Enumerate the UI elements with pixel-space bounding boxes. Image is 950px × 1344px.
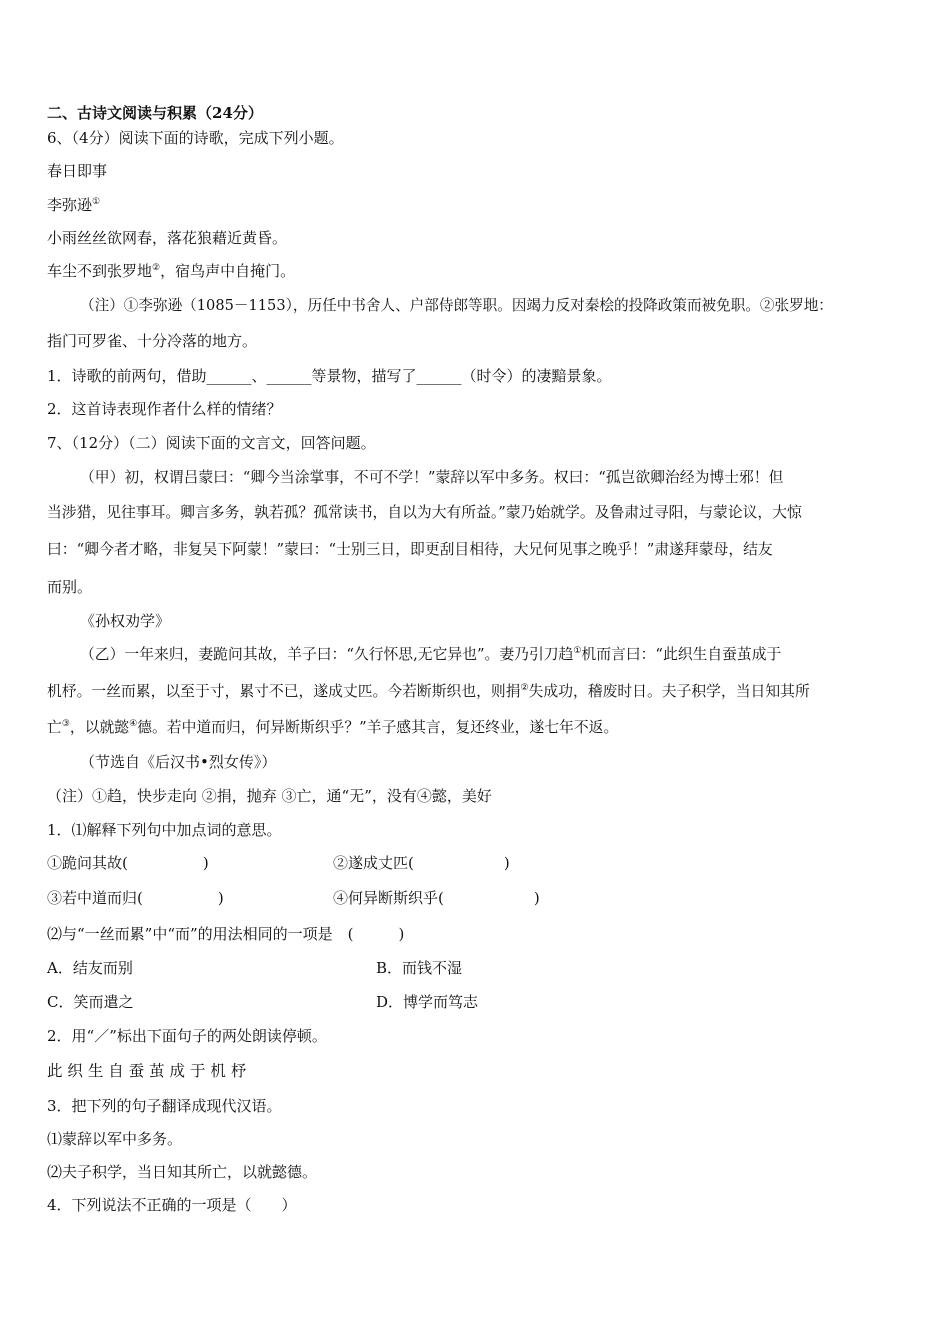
question-7-stem: 7、（12分）（二）阅读下面的文言文，回答问题。	[47, 434, 376, 452]
footnote-mark: ③	[61, 719, 70, 730]
section-heading: 二、古诗文阅读与积累（24分）	[47, 104, 263, 122]
blank-item-3: ③若中道而归( )	[47, 889, 224, 907]
poem-author: 李弥逊①	[47, 196, 101, 214]
option-c: C．笑而遣之	[47, 993, 134, 1011]
passage-yi-line-3: 亡③，以就懿④德。若中道而归，何异断斯织乎？”羊子感其言，复还终业，遂七年不返。	[47, 719, 619, 736]
option-d: D．博学而笃志	[376, 993, 479, 1011]
option-b: B．而钱不湿	[376, 959, 463, 977]
footnote-mark: ①	[92, 197, 101, 207]
footnote-mark: ①	[573, 646, 582, 657]
poem-line-2: 车尘不到张罗地②，宿鸟声中自掩门。	[47, 262, 296, 280]
passage-jia-line-3: 曰：“卿今者才略，非复吴下阿蒙！”蒙曰：“士别三日，即更刮目相待，大兄何见事之晚乎！”肃遂拜蒙母，结友	[47, 541, 773, 558]
blank-item-4: ④何异断斯织乎( )	[333, 889, 540, 907]
question-6-stem: 6、（4分）阅读下面的诗歌，完成下列小题。	[47, 129, 344, 147]
blank-item-1: ①跪问其故( )	[47, 854, 209, 872]
question-7-sub-1-title: 1．⑴解释下列句中加点词的意思。	[47, 821, 282, 839]
poem-title: 春日即事	[47, 162, 108, 180]
passage-jia-line-1: （甲）初，权谓吕蒙曰：“卿今当涂掌事，不可不学！”蒙辞以军中多务。权曰：“孤岂欲卿治经为博士邪！但	[80, 469, 784, 486]
passage-jia-source: 《孙权劝学》	[80, 612, 171, 630]
passage-jia-line-2: 当涉猎，见往事耳。卿言多务，孰若孤？孤常读书，自以为大有所益。”蒙乃始就学。及鲁肃过寻阳，与蒙论议，大惊	[47, 504, 802, 521]
footnote-mark: ②	[520, 683, 529, 694]
translate-sentence-1: ⑴蒙辞以军中多务。	[47, 1130, 183, 1148]
question-6-sub-1: 1．诗歌的前两句，借助______、______等景物，描写了______（时令）的凄黯景象。	[47, 367, 612, 385]
poem-note-line-2: 指门可罗雀、十分冷落的地方。	[47, 332, 258, 350]
footnote-mark: ④	[129, 719, 138, 730]
question-7-sub-1-part-2: ⑵与“一丝而累”中“而”的用法相同的一项是 ( )	[47, 925, 405, 943]
poem-note-line-1: （注）①李弥逊（1085－1153），历任中书舍人、户部侍郎等职。因竭力反对秦桧的投降政策而被免职。②张罗地：	[80, 297, 833, 314]
passage-yi-source: （节选自《后汉书•烈女传》）	[80, 753, 277, 771]
passage-yi-line-1: （乙）一年来归，妻跪问其故，羊子曰：“久行怀思,无它异也”。妻乃引刀趋①机而言曰：“此织生自蚕茧成于	[80, 646, 782, 663]
question-6-sub-2: 2．这首诗表现作者什么样的情绪？	[47, 400, 282, 418]
option-a: A．结友而别	[47, 959, 133, 977]
footnote-mark: ②	[152, 263, 161, 273]
translate-sentence-2: ⑵夫子积学，当日知其所亡，以就懿德。	[47, 1163, 318, 1181]
poem-line-1: 小雨丝丝欲网春，落花狼藉近黄昏。	[47, 229, 288, 247]
passage-jia-line-4: 而别。	[47, 578, 93, 596]
question-7-sub-2-title: 2．用“／”标出下面句子的两处朗读停顿。	[47, 1027, 327, 1045]
blank-item-2: ②遂成丈匹( )	[333, 854, 510, 872]
pause-marking-sentence: 此 织 生 自 蚕 茧 成 于 机 杼	[47, 1062, 247, 1080]
question-7-sub-4-title: 4．下列说法不正确的一项是（ ）	[47, 1196, 297, 1214]
passage-yi-line-2: 机杼。一丝而累，以至于寸，累寸不已，遂成丈匹。今若断斯织也，则捐②失成功，稽废时日。夫子积学，当日知其所	[47, 683, 810, 700]
passage-notes: （注）①趋，快步走向 ②捐，抛弃 ③亡，通“无”，没有④懿，美好	[47, 787, 492, 805]
question-7-sub-3-title: 3．把下列的句子翻译成现代汉语。	[47, 1097, 282, 1115]
